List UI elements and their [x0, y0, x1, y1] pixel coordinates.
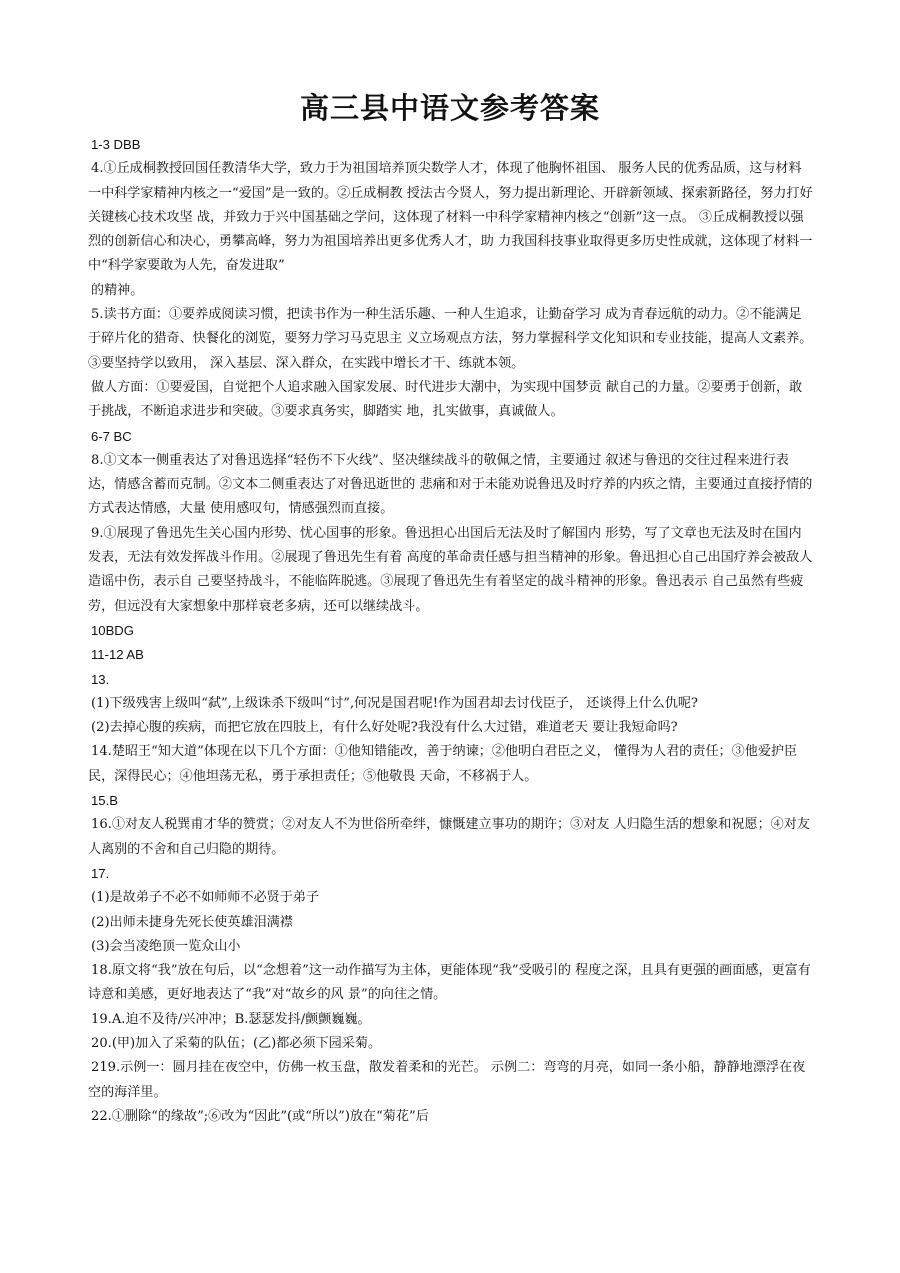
answer-17-3: (3)会当凌绝顶一览众山小: [91, 938, 241, 954]
answer-8: 8.①文本一侧重表达了对鲁迅选择“轻伤不下火线”、坚决继续战斗的敬佩之情，主要通过 叙述与鲁迅的交往过程来进行表达，情感含蓄而克制。②文本二侧重表达了对鲁迅逝世的 悲痛和对于未能劝说鲁迅及时疗养的内疚之情，主要通过直接抒情的方式表达情感，大量 使用感叹句，情感强烈而直接。: [88, 452, 813, 517]
answer-20: 20.(甲)加入了采菊的队伍；(乙)都必须下园采菊。: [91, 1035, 382, 1051]
answer-5-conduct: 做人方面：①要爱国，自觉把个人追求融入国家发展、时代进步大潮中，为实现中国梦贡 献自己的力量。②要勇于创新，敢于挑战，不断追求进步和突破。③要求真务实，脚踏实 地，扎实做事，真诚做人。: [88, 379, 803, 420]
answer-19: 19.A.迫不及待/兴冲冲；B.瑟瑟发抖/颤颤巍巍。: [91, 1011, 371, 1027]
answer-5-reading: 5.读书方面：①要养成阅读习惯，把读书作为一种生活乐趣、一种人生追求，让勤奋学习 成为青春远航的动力。②不能满足于碎片化的猎奇、快餐化的浏览，要努力学习马克思主 义立场观点方法，努力掌握科学文化知识和专业技能，提高人文素养。③要坚持学以致用， 深入基层、深入群众，在实践中增长才干、练就本领。: [88, 307, 813, 371]
answer-6-7: 6-7 BC: [91, 428, 132, 444]
answer-content: [88, 133, 814, 1129]
page-title: 高三县中语文参考答案: [299, 91, 600, 125]
answer-21: 219.示例一：圆月挂在夜空中，仿佛一枚玉盘，散发着柔和的光芒。 示例二：弯弯的月亮，如同一条小船，静静地漂浮在夜空的海洋里。: [88, 1060, 806, 1100]
answer-9: 9.①展现了鲁迅先生关心国内形势、忧心国事的形象。鲁迅担心出国后无法及时了解国内 形势，写了文章也无法及时在国内发表，无法有效发挥战斗作用。②展现了鲁迅先生有着 高度的革命责任感与担当精神的形象。鲁迅担心自己出国疗养会被敌人造谣中伤，表示自 己要坚持战斗，不能临阵脱逃。③展现了鲁迅先生有着坚定的战斗精神的形象。鲁迅表示 自己虽然有些疲劳，但远没有大家想象中那样衰老多病，还可以继续战斗。: [88, 525, 813, 614]
answer-17-heading: 17.: [91, 865, 110, 881]
answer-18: 18.原文将“我”放在句后，以“念想着”这一动作描写为主体，更能体现“我”受吸引的 程度之深，且具有更强的画面感，更富有诗意和美感，更好地表达了“我”对“故乡的风 景”的向往之情。: [88, 963, 811, 1003]
answer-17-1: (1)是故弟子不必不如师师不必贤于弟子: [91, 890, 320, 906]
answer-22: 22.①删除“的缘故”;⑥改为“因此”(或“所以”)放在“菊花”后: [91, 1108, 429, 1124]
answer-10: 10BDG: [91, 622, 134, 638]
answer-11-12: 11-12 AB: [91, 647, 144, 663]
answer-1-3: 1-3 DBB: [91, 137, 141, 152]
answer-4-tail: 的精神。: [91, 282, 144, 298]
answer-4: 4.①丘成桐教授回国任教清华大学，致力于为祖国培养顶尖数学人才，体现了他胸怀祖国、 服务人民的优秀品质，这与材料一中科学家精神内核之一“爱国”是一致的。②丘成桐教 授法古今贤人，努力提出新理论、开辟新领域、探索新路径，努力打好关键核心技术攻坚 战，并致力于兴中国基础之学问，这体现了材料一中科学家精神内核之“创新”这一点。 ③丘成桐教授以强烈的创新信心和决心，勇攀高峰，努力为祖国培养出更多优秀人才，助 力我国科技事业取得更多历史性成就，这体现了材料一中“科学家要敢为人先，奋发进取”: [88, 161, 813, 274]
answer-15: 15.B: [91, 793, 118, 809]
answer-16: 16.①对友人税巽甫才华的赞赏；②对友人不为世俗所牵绊，慷慨建立事功的期许；③对友 人归隐生活的想象和祝愿；④对友人离别的不舍和自己归隐的期待。: [88, 817, 810, 857]
answer-13-1: (1)下级残害上级叫“弑”,上级诛杀下级叫“讨”,何况是国君呢!作为国君却去讨伐臣子， 还谈得上什么仇呢?: [91, 695, 698, 711]
answer-17-2: (2)出师未捷身先死长使英雄泪满襟: [91, 914, 293, 930]
answer-13-2: (2)去掉心腹的疾病，而把它放在四肢上，有什么好处呢?我没有什么大过错，难道老天 要让我短命吗?: [91, 720, 678, 736]
answer-14: 14.楚昭王“知大道”体现在以下几个方面：①他知错能改，善于纳谏；②他明白君臣之义， 懂得为人君的责任；③他爱护臣民，深得民心；④他坦荡无私，勇于承担责任；⑤他敬畏 天命，不移祸于人。: [88, 744, 798, 784]
answer-13-heading: 13.: [91, 671, 110, 687]
